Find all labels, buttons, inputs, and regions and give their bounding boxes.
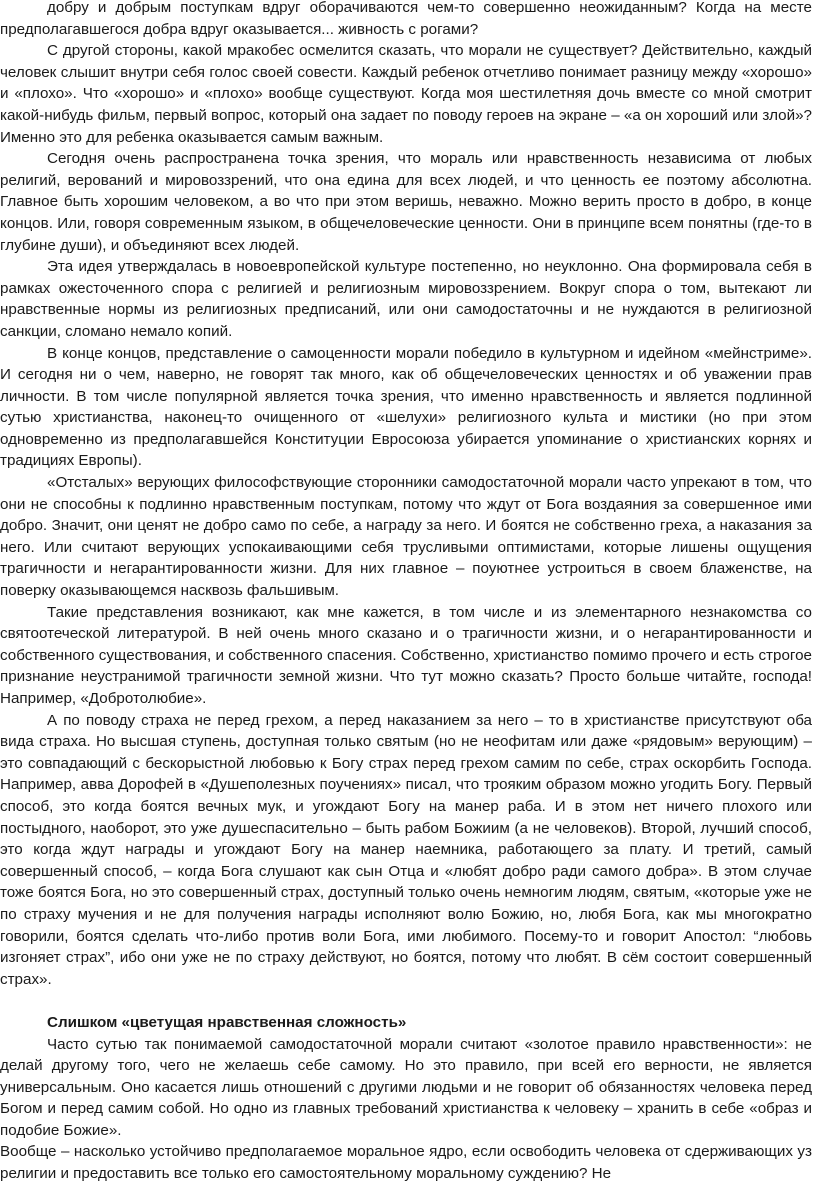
paragraph: Эта идея утверждалась в новоевропейской культуре постепенно, но неуклонно. Она формировала себя в рамках ожесточенного спора с религией и религиозным мировоззрением. Вокруг спора о том, вытекают ли нравственные нормы из религиозных предписаний, или они самодостаточны и не нуждаются в религиозной санкции, сломано немало копий.: [0, 258, 812, 340]
paragraph: С другой стороны, какой мракобес осмелится сказать, что морали не существует? Действительно, каждый человек слышит внутри себя голос своей совести. Каждый ребенок отчетливо понимает разницу между «хорошо» и «плохо». Что «хорошо» и «плохо» вообще существуют. Когда моя шестилетняя дочь вместе со мной смотрит какой-нибудь фильм, первый вопрос, который она задает по поводу героев на экране – «а он хороший или злой»? Именно это для ребенка оказывается самым важным.: [0, 42, 812, 146]
paragraph: Сегодня очень распространена точка зрения, что мораль или нравственность независима от любых религий, верований и мировоззрений, что она едина для всех людей, и что ценность ее поэтому абсолютна. Главное быть хорошим человеком, а во что при этом веришь, неважно. Можно верить просто в добро, в конце концов. Или, говоря современным языком, в общечеловеческие ценности. Они в принципе всем понятны (где-то в глубине души), и объединяют всех людей.: [0, 150, 812, 254]
paragraph: «Отсталых» верующих философствующие сторонники самодостаточной морали часто упрекают в том, что они не способны к подлинно нравственным поступкам, потому что ждут от Бога воздаяния за совершенное ими добро. Значит, они ценят не добро само по себе, а награду за него. И боятся не собственно греха, а наказания за него. Или считают верующих успокаивающими себя трусливыми оптимистами, которые лишены ощущения трагичности и негарантированности жизни. Для них главное – поуютнее устроиться в своем блаженстве, на поверку оказывающемся насквозь фальшивым.: [0, 474, 812, 600]
section-heading: Слишком «цветущая нравственная сложность»: [47, 1013, 407, 1031]
paragraph: А по поводу страха не перед грехом, а перед наказанием за него – то в христианстве присутствуют оба вида страха. Но высшая ступень, доступная только святым (но не неофитам или даже «рядовым» верующим) – это совпадающий с бескорыстной любовью к Богу страх перед грехом самим по себе, страх оскорбить Господа. Например, авва Дорофей в «Душеполезных поучениях» писал, что трояким образом можно угодить Богу. Первый способ, это когда боятся вечных мук, и угождают Богу на манер раба. И в этом нет ничего плохого или постыдного, наоборот, это уже душеспасительно – быть рабом Божиим (а не человеков). Второй, лучший способ, это когда ждут награды и угождают Богу на манер наемника, работающего за плату. И третий, самый совершенный способ, – когда Бога слушают как сын Отца и «любят добро ради самого добра». В этом случае тоже боятся Бога, но это совершенный страх, доступный только очень немногим людям, святым, «которые уже не по страху мучения и не для получения награды исполняют волю Божию, но, любя Бога, как мы многократно говорили, боятся сделать что-либо против воли Бога, ими любимого. Посему-то и говорит Апостол: “любовь изгоняет страх”, ибо они уже не по страху действуют, но боятся, потому что любят. В сём состоит совершенный страх».: [0, 711, 812, 988]
paragraph: Вообще – насколько устойчиво предполагаемое моральное ядро, если освободить человека от сдерживающих уз религии и предоставить все только его самостоятельному моральному суждению? Не: [0, 1143, 812, 1183]
blank-line: [0, 990, 812, 1012]
paragraph: Часто сутью так понимаемой самодостаточной морали считают «золотое правило нравственности»: не делай другому того, чего не желаешь себе самому. Но это правило, при всей его верности, не является универсальным. Оно касается лишь отношений с другими людьми и не говорит об обязанностях человека перед Богом и перед самим собой. Но одно из главных требований христианства к человеку – хранить в себе «образ и подобие Божие».: [0, 1035, 812, 1139]
paragraph: добру и добрым поступкам вдруг оборачиваются чем-то совершенно неожиданным? Когда на месте предполагавшегося добра вдруг оказывается... живность с рогами?: [0, 0, 812, 38]
paragraph: В конце концов, представление о самоценности морали победило в культурном и идейном «мейнстриме». И сегодня ни о чем, наверно, не говорят так много, как об общечеловеческих ценностях и об уважении прав личности. В том числе популярной является точка зрения, что именно нравственность и является подлинной сутью христианства, наконец-то очищенного от «шелухи» религиозного культа и мистики (но при этом одновременно из предполагавшейся Конституции Евросоюза убирается упоминание о христианских корнях и традициях Европы).: [0, 344, 812, 470]
paragraph: Такие представления возникают, как мне кажется, в том числе и из элементарного незнакомства со святоотеческой литературой. В ней очень много сказано и о трагичности жизни, и о негарантированности и собственного существования, и собственного спасения. Собственно, христианство помимо прочего и есть строгое признание неустранимой трагичности земной жизни. Что тут можно сказать? Просто больше читайте, господа! Например, «Добротолюбие».: [0, 603, 812, 707]
